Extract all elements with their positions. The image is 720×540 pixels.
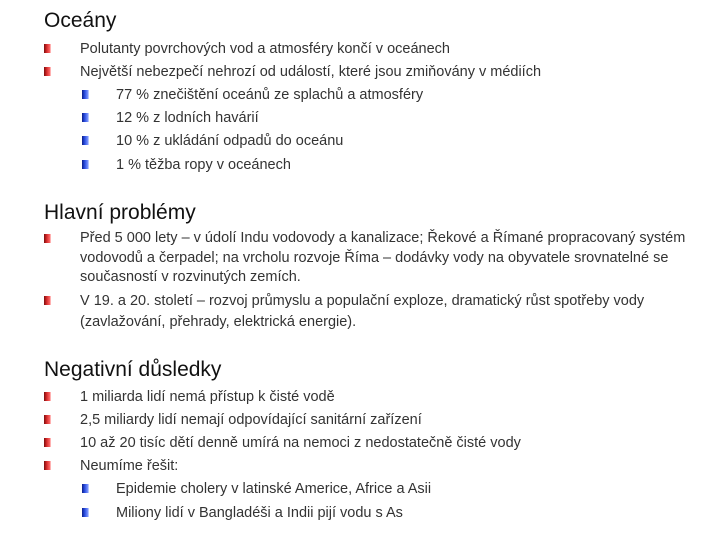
- red-bullet-icon: [44, 67, 51, 76]
- list-item-text: Neumíme řešit:: [80, 458, 179, 474]
- list-item: [80, 387, 705, 408]
- list-item: [80, 410, 705, 431]
- blue-bullet-icon: [82, 484, 89, 493]
- list-item-text: V 19. a 20. století – rozvoj průmyslu a populační exploze, dramatický růst spotřeby vody (zavlažování, přehrady, elektrická energie).: [80, 293, 645, 330]
- blue-bullet-icon: [82, 136, 89, 145]
- list-item: [80, 39, 705, 60]
- list-item-text: 1 miliarda lidí nemá přístup k čisté vodě: [80, 389, 335, 405]
- sub-list-item: [116, 503, 706, 524]
- sub-list-item: [116, 155, 706, 176]
- red-bullet-icon: [44, 44, 51, 53]
- sub-list-item: [116, 131, 706, 152]
- blue-bullet-icon: [82, 113, 89, 122]
- list-item-text: 2,5 miliardy lidí nemají odpovídající sanitární zařízení: [80, 412, 422, 428]
- list-item: [80, 291, 705, 333]
- list-item-text: 1 % těžba ropy v oceánech: [116, 157, 291, 173]
- sub-list-item: [116, 85, 706, 106]
- list-item-text: Největší nebezpečí nehrozí od událostí, které jsou zmiňovány v médiích: [80, 64, 542, 80]
- list-item: [80, 62, 705, 83]
- list-item: [80, 229, 705, 288]
- red-bullet-icon: [44, 461, 51, 470]
- list-item: [80, 456, 705, 477]
- list-item-text: 10 až 20 tisíc dětí denně umírá na nemoci z nedostatečně čisté vody: [80, 435, 521, 451]
- list-item-text: 77 % znečištění oceánů ze splachů a atmosféry: [116, 87, 424, 103]
- list-item: [80, 433, 705, 454]
- list-item-text: Před 5 000 lety – v údolí Indu vodovody a kanalizace; Řekové a Římané propracovaný systém vodovodů a čerpadel; na vrcholu rozvoje Říma – dodávky vody na obyvatele srovnatelné se současností v rozvinutých zemích.: [80, 230, 686, 285]
- list-item-text: 10 % z ukládání odpadů do oceánu: [116, 133, 344, 149]
- blue-bullet-icon: [82, 90, 89, 99]
- red-bullet-icon: [44, 415, 51, 424]
- blue-bullet-icon: [82, 508, 89, 517]
- heading-negativni-dusledky: Negativní důsledky: [44, 358, 222, 381]
- list-item-text: Epidemie cholery v latinské Americe, Africe a Asii: [116, 481, 432, 497]
- red-bullet-icon: [44, 296, 51, 305]
- red-bullet-icon: [44, 392, 51, 401]
- sub-list-item: [116, 479, 706, 500]
- list-item-text: Miliony lidí v Bangladéši a Indii pijí vodu s As: [116, 505, 403, 521]
- blue-bullet-icon: [82, 160, 89, 169]
- heading-hlavni-problemy: Hlavní problémy: [44, 201, 196, 224]
- red-bullet-icon: [44, 438, 51, 447]
- red-bullet-icon: [44, 234, 51, 243]
- list-item-text: 12 % z lodních havárií: [116, 110, 259, 126]
- heading-oceany: Oceány: [44, 9, 117, 32]
- list-item-text: Polutanty povrchových vod a atmosféry končí v oceánech: [80, 41, 450, 57]
- sub-list-item: [116, 108, 706, 129]
